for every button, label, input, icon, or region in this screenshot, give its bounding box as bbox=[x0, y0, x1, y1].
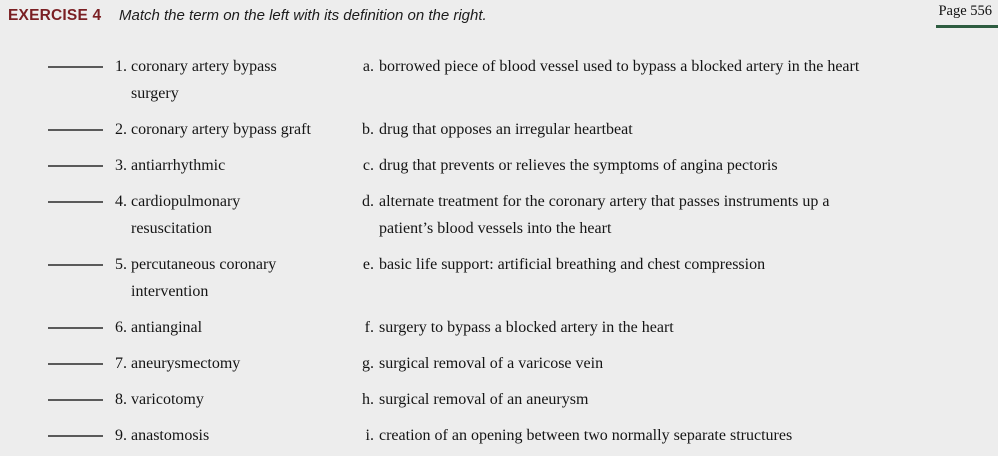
definition-letter: c. bbox=[362, 157, 374, 174]
term-text bbox=[131, 251, 276, 305]
answer-blank[interactable] bbox=[48, 363, 103, 365]
term-text bbox=[131, 314, 202, 341]
term-text bbox=[131, 422, 209, 449]
definition-line: surgical removal of a varicose vein bbox=[379, 355, 604, 372]
term-line: antiarrhythmic bbox=[131, 157, 226, 174]
definition-text bbox=[379, 350, 603, 377]
definition-text bbox=[379, 314, 674, 341]
definition-line: drug that opposes an irregular heartbeat bbox=[379, 121, 633, 138]
definition-text bbox=[379, 188, 830, 242]
term-cell bbox=[0, 188, 352, 242]
term-text bbox=[131, 116, 311, 143]
term-cell bbox=[0, 251, 352, 305]
definition-text bbox=[379, 116, 633, 143]
term-text bbox=[131, 53, 277, 107]
definition-line: alternate treatment for the coronary artery that passes instruments up a bbox=[379, 193, 830, 210]
term-line: coronary artery bypass graft bbox=[131, 121, 311, 138]
term-line: percutaneous coronary bbox=[131, 256, 277, 273]
definition-line: creation of an opening between two normally separate structures bbox=[379, 427, 793, 444]
match-row-1 bbox=[0, 53, 998, 107]
green-divider-rule bbox=[936, 25, 998, 28]
definition-line: borrowed piece of blood vessel used to bypass a blocked artery in the heart bbox=[379, 58, 860, 75]
definition-text bbox=[379, 53, 859, 80]
term-cell bbox=[0, 422, 352, 449]
definition-letter: i. bbox=[365, 427, 374, 444]
definition-letter: b. bbox=[362, 121, 374, 138]
term-line: cardiopulmonary bbox=[131, 193, 241, 210]
definition-cell bbox=[352, 251, 998, 305]
exercise-header bbox=[0, 0, 998, 53]
match-row-9 bbox=[0, 422, 998, 449]
definition-text bbox=[379, 386, 588, 413]
match-row-6 bbox=[0, 314, 998, 341]
term-line: resuscitation bbox=[131, 220, 212, 237]
definition-text bbox=[379, 422, 792, 449]
answer-blank[interactable] bbox=[48, 264, 103, 266]
definition-line: surgical removal of an aneurysm bbox=[379, 391, 589, 408]
match-row-5 bbox=[0, 251, 998, 305]
match-row-2 bbox=[0, 116, 998, 143]
match-row-7 bbox=[0, 350, 998, 377]
definition-letter: f. bbox=[364, 319, 374, 336]
definition-letter: e. bbox=[362, 256, 374, 273]
term-cell bbox=[0, 350, 352, 377]
answer-blank[interactable] bbox=[48, 435, 103, 437]
term-cell bbox=[0, 152, 352, 179]
page-reference: Page 556 bbox=[938, 3, 992, 19]
term-cell bbox=[0, 314, 352, 341]
term-text bbox=[131, 152, 225, 179]
term-number: 8. bbox=[115, 391, 127, 408]
definition-text bbox=[379, 152, 778, 179]
term-text bbox=[131, 386, 204, 413]
definition-line: surgery to bypass a blocked artery in the heart bbox=[379, 319, 674, 336]
term-number: 4. bbox=[115, 193, 127, 210]
term-line: anastomosis bbox=[131, 427, 210, 444]
match-row-3 bbox=[0, 152, 998, 179]
term-line: coronary artery bypass bbox=[131, 58, 277, 75]
definition-cell bbox=[352, 152, 998, 179]
definition-line: patient’s blood vessels into the heart bbox=[379, 220, 612, 237]
matching-exercise-list bbox=[0, 53, 998, 449]
term-number: 6. bbox=[115, 319, 127, 336]
answer-blank[interactable] bbox=[48, 399, 103, 401]
exercise-instruction: Match the term on the left with its definition on the right. bbox=[119, 7, 487, 24]
definition-cell bbox=[352, 116, 998, 143]
term-number: 1. bbox=[115, 58, 127, 75]
definition-line: drug that prevents or relieves the symptoms of angina pectoris bbox=[379, 157, 778, 174]
definition-letter: a. bbox=[362, 58, 374, 75]
definition-cell bbox=[352, 350, 998, 377]
term-number: 7. bbox=[115, 355, 127, 372]
term-number: 3. bbox=[115, 157, 127, 174]
term-cell bbox=[0, 53, 352, 107]
term-number: 9. bbox=[115, 427, 127, 444]
definition-line: basic life support: artificial breathing and chest compression bbox=[379, 256, 766, 273]
term-cell bbox=[0, 116, 352, 143]
match-row-8 bbox=[0, 386, 998, 413]
term-line: intervention bbox=[131, 283, 209, 300]
answer-blank[interactable] bbox=[48, 327, 103, 329]
match-row-4 bbox=[0, 188, 998, 242]
answer-blank[interactable] bbox=[48, 201, 103, 203]
answer-blank[interactable] bbox=[48, 129, 103, 131]
term-text bbox=[131, 188, 240, 242]
answer-blank[interactable] bbox=[48, 66, 103, 68]
definition-letter: g. bbox=[362, 355, 374, 372]
answer-blank[interactable] bbox=[48, 165, 103, 167]
definition-cell bbox=[352, 314, 998, 341]
term-line: antianginal bbox=[131, 319, 203, 336]
term-line: aneurysmectomy bbox=[131, 355, 241, 372]
exercise-label: EXERCISE 4 bbox=[8, 7, 102, 24]
term-number: 2. bbox=[115, 121, 127, 138]
definition-letter: h. bbox=[362, 391, 374, 408]
term-line: surgery bbox=[131, 85, 179, 102]
definition-cell bbox=[352, 386, 998, 413]
term-text bbox=[131, 350, 240, 377]
definition-letter: d. bbox=[362, 193, 374, 210]
definition-cell bbox=[352, 422, 998, 449]
term-line: varicotomy bbox=[131, 391, 204, 408]
definition-cell bbox=[352, 188, 998, 242]
term-cell bbox=[0, 386, 352, 413]
definition-text bbox=[379, 251, 765, 278]
term-number: 5. bbox=[115, 256, 127, 273]
definition-cell bbox=[352, 53, 998, 107]
